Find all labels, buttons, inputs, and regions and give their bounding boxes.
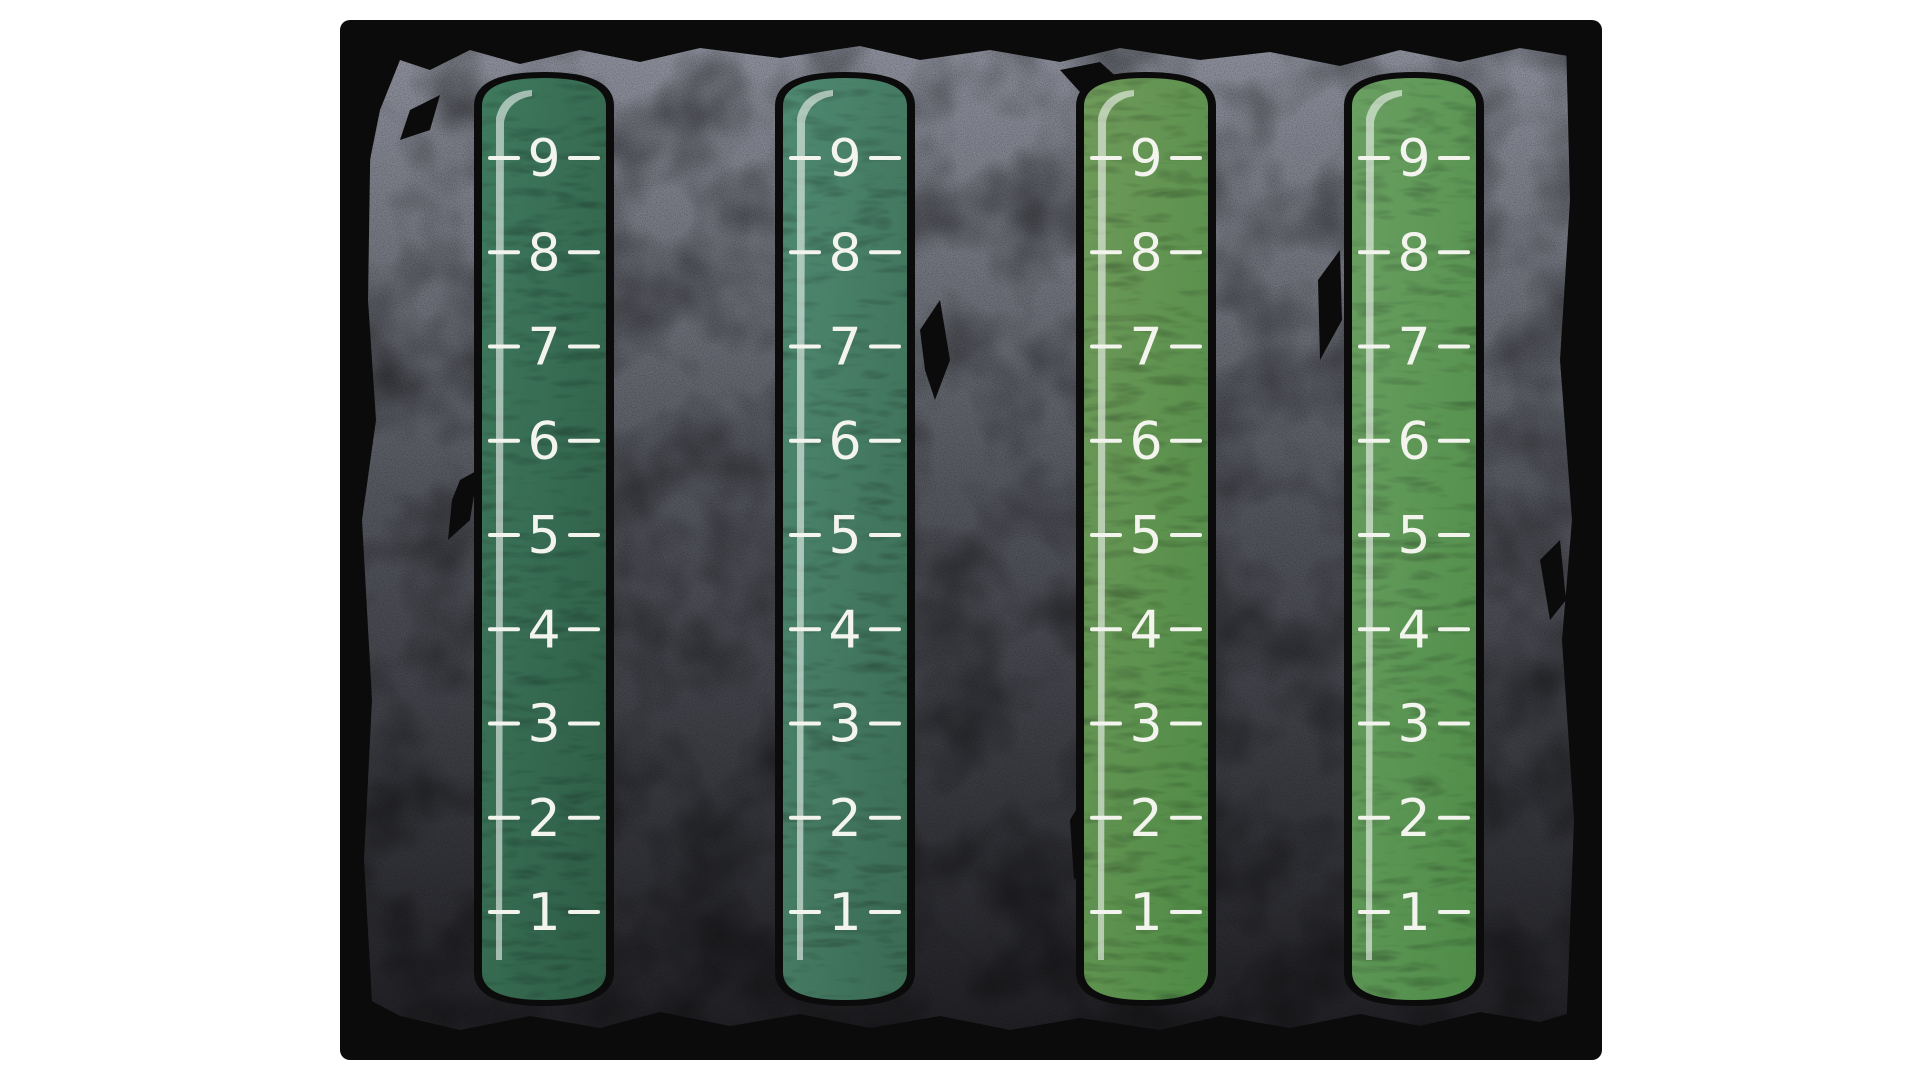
scale-label: 7	[1129, 317, 1163, 378]
measuring-tube[interactable]	[1076, 72, 1216, 1006]
scale-label: 1	[527, 883, 561, 943]
scale-label: 5	[527, 506, 561, 566]
scale-label: 4	[1129, 600, 1163, 661]
scale-label: 2	[527, 788, 561, 849]
scale-label: 6	[527, 411, 561, 472]
scale-label: 4	[527, 600, 561, 661]
scale-label: 2	[1129, 788, 1163, 849]
scale-label: 1	[1129, 883, 1163, 943]
measuring-tube[interactable]	[775, 72, 915, 1006]
scale-label: 1	[1397, 883, 1431, 943]
scale-label: 9	[1129, 129, 1163, 189]
measuring-tube[interactable]	[474, 72, 614, 1006]
scale-label: 6	[1129, 411, 1163, 472]
scale-label: 8	[828, 223, 862, 284]
scale-label: 7	[1397, 317, 1431, 378]
scale-label: 5	[828, 506, 862, 566]
scale-label: 7	[527, 317, 561, 378]
scale-label: 3	[1129, 694, 1163, 755]
scale-label: 4	[1397, 600, 1431, 661]
scale-label: 8	[1129, 223, 1163, 284]
scale-label: 6	[1397, 411, 1431, 472]
scale-label: 2	[1397, 788, 1431, 849]
scale-label: 4	[828, 600, 862, 661]
scale-label: 8	[527, 223, 561, 284]
scale-label: 7	[828, 317, 862, 378]
scale-label: 9	[1397, 129, 1431, 189]
scale-label: 5	[1397, 506, 1431, 566]
scale-label: 3	[828, 694, 862, 755]
scale-label: 3	[527, 694, 561, 755]
scale-label: 8	[1397, 223, 1431, 284]
scale-label: 2	[828, 788, 862, 849]
scale-label: 6	[828, 411, 862, 472]
scale-label: 3	[1397, 694, 1431, 755]
scale-label: 5	[1129, 506, 1163, 566]
scale-label: 9	[527, 129, 561, 189]
scale-label: 1	[828, 883, 862, 943]
scale-label: 9	[828, 129, 862, 189]
measuring-tube[interactable]	[1344, 72, 1484, 1006]
